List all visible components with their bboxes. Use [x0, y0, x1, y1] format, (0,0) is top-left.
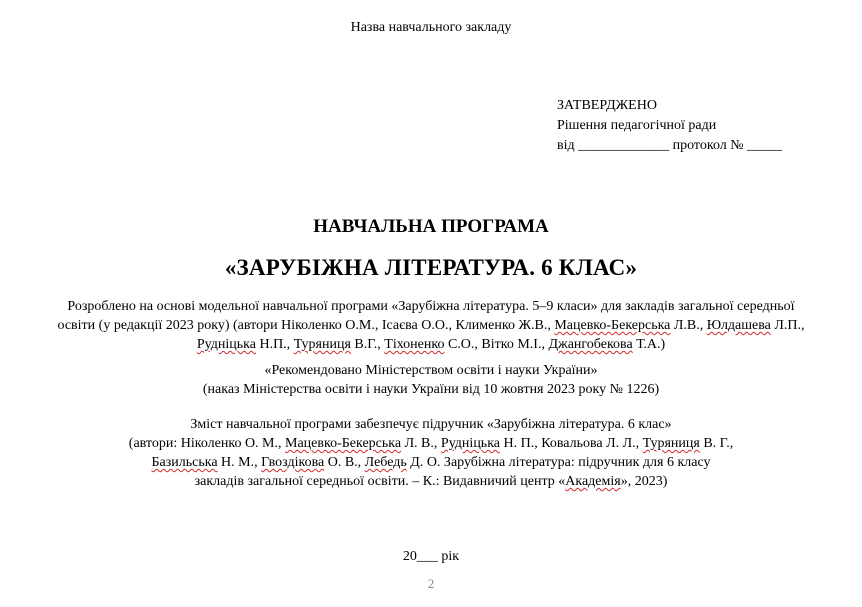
- recommended-paragraph: [0, 361, 862, 399]
- institution-name: Назва навчального закладу: [350, 20, 512, 35]
- approval-block: [557, 96, 782, 156]
- text-span: », 2023): [620, 474, 668, 489]
- textbook-line-2: [0, 434, 862, 453]
- text-span: С.О., Вітко М.І.,: [444, 337, 549, 352]
- spellcheck-word[interactable]: Базильська: [151, 455, 218, 470]
- textbook-line-4: [0, 472, 862, 491]
- spellcheck-word[interactable]: Юлдашева: [706, 318, 771, 333]
- year-line: 20___ рік: [402, 549, 460, 564]
- text-span: В.Г.,: [350, 337, 385, 352]
- text-span: Н. П., Ковальова Л. Л.,: [500, 436, 643, 451]
- spellcheck-word[interactable]: Академія: [565, 474, 621, 489]
- spellcheck-word[interactable]: Гвоздікова: [261, 455, 325, 470]
- text-span: Л.В.,: [670, 318, 707, 333]
- textbook-line-3: [0, 453, 862, 472]
- text-span: В. Г.,: [699, 436, 734, 451]
- page-number: 2: [427, 576, 435, 591]
- textbook-line-1: Зміст навчальної програми забезпечує підручник «Зарубіжна література. 6 клас»: [190, 417, 672, 432]
- developed-line-3: [0, 335, 862, 354]
- textbook-paragraph: [0, 415, 862, 491]
- text-span: Т.А.): [632, 337, 666, 352]
- spellcheck-word[interactable]: Лебедь: [364, 455, 407, 470]
- text-span: О. В.,: [324, 455, 365, 470]
- text-span: Л. В.,: [401, 436, 441, 451]
- spellcheck-word[interactable]: Рудніцька: [196, 337, 256, 352]
- approval-decision: Рішення педагогічної ради: [557, 118, 717, 133]
- text-span: закладів загальної середньої освіти. – К.: Видавничий центр «: [194, 474, 566, 489]
- text-span: (автори: Ніколенко О. М.,: [128, 436, 285, 451]
- spellcheck-word[interactable]: Туряниця: [642, 436, 700, 451]
- text-span: Н.П.,: [255, 337, 294, 352]
- text-span: освіти (у редакції 2023 року) (автори Ніколенко О.М., Ісаєва О.О., Клименко Ж.В.,: [57, 318, 555, 333]
- subject-title: «ЗАРУБІЖНА ЛІТЕРАТУРА. 6 КЛАС»: [224, 255, 638, 280]
- recommended-line-1: «Рекомендовано Міністерством освіти і науки України»: [264, 363, 598, 378]
- approval-heading: ЗАТВЕРДЖЕНО: [557, 98, 657, 113]
- spellcheck-word[interactable]: Джангобекова: [548, 337, 633, 352]
- spellcheck-word[interactable]: Рудніцька: [440, 436, 500, 451]
- program-title: НАВЧАЛЬНА ПРОГРАМА: [313, 216, 549, 237]
- text-span: Д. О. Зарубіжна література: підручник для 6 класу: [406, 455, 711, 470]
- approval-protocol-line: від _____________ протокол № _____: [557, 138, 783, 153]
- spellcheck-word[interactable]: Тіхоненко: [384, 337, 445, 352]
- developed-line-1: Розроблено на основі модельної навчальної програми «Зарубіжна література. 5–9 класи» для закладів загальної середньої: [67, 299, 795, 314]
- text-span: Л.П.,: [770, 318, 805, 333]
- recommended-line-2: (наказ Міністерства освіти і науки України від 10 жовтня 2023 року № 1226): [202, 382, 660, 397]
- spellcheck-word[interactable]: Туряниця: [293, 337, 351, 352]
- spellcheck-word[interactable]: Мацевко-Бекерська: [554, 318, 671, 333]
- spellcheck-word[interactable]: Мацевко-Бекерська: [285, 436, 402, 451]
- developed-line-2: [0, 316, 862, 335]
- developed-paragraph: [0, 297, 862, 354]
- text-span: Н. М.,: [217, 455, 262, 470]
